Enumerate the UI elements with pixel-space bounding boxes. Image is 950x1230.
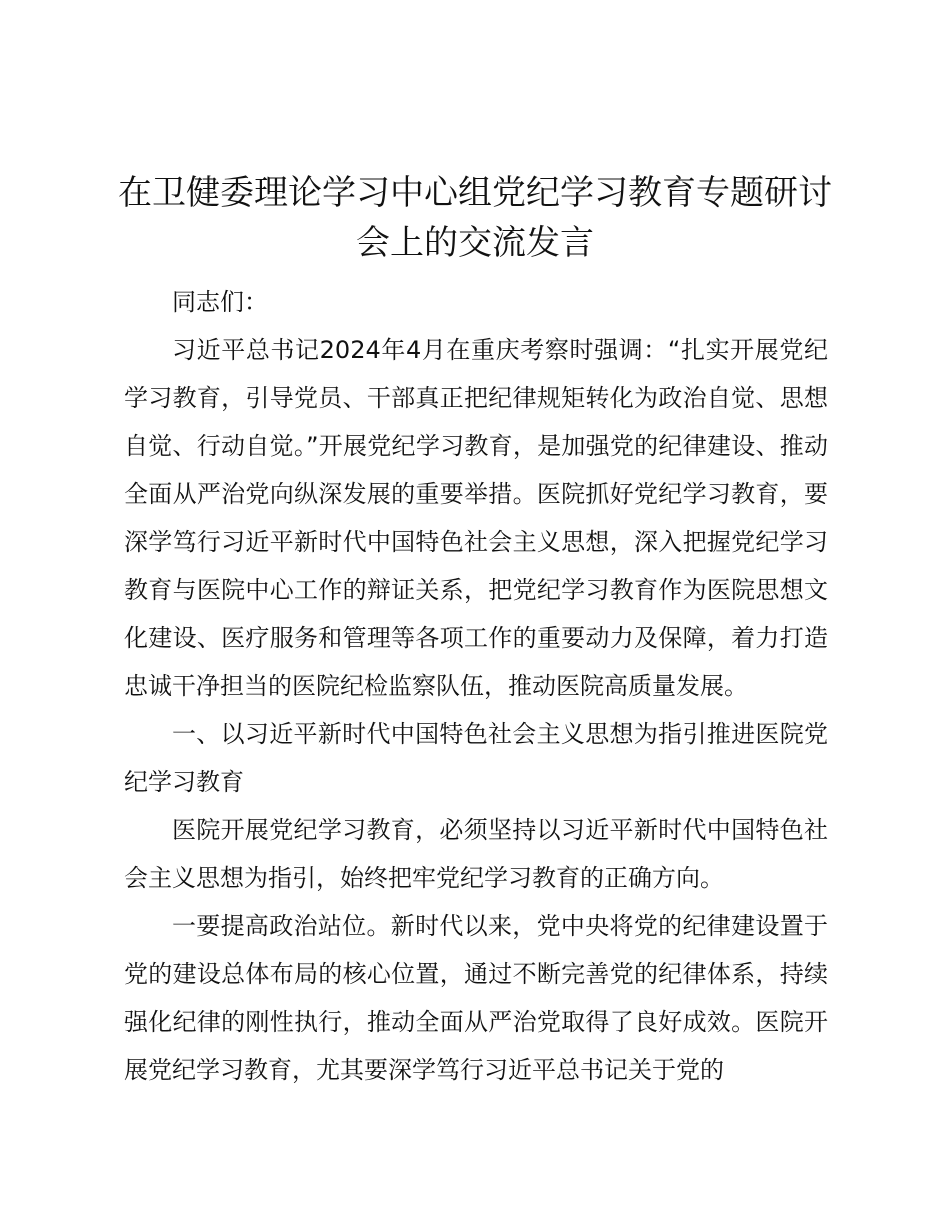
salutation: 同志们： bbox=[172, 288, 268, 316]
document-title: 在卫健委理论学习中心组党纪学习教育专题研讨会上的交流发言 bbox=[118, 173, 832, 263]
body-paragraph: 一要提高政治站位。新时代以来，党中央将党的纪律建设置于党的建设总体布局的核心位置，通过不断完善党的纪律体系，持续强化纪律的刚性执行，推动全面从严治党取得了良好成效。医院开展党纪学习教育，尤其要深学笃行习近平总书记关于党的 bbox=[124, 912, 828, 1084]
body-paragraph: 习近平总书记2024年4月在重庆考察时强调：“扎实开展党纪学习教育，引导党员、干部真正把纪律规矩转化为政治自觉、思想自觉、行动自觉。”开展党纪学习教育，是加强党的纪律建设、推动全面从严治党向纵深发展的重要举措。医院抓好党纪学习教育，要深学笃行习近平新时代中国特色社会主义思想，深入把握党纪学习教育与医院中心工作的辩证关系，把党纪学习教育作为医院思想文化建设、医疗服务和管理等各项工作的重要动力及保障，着力打造忠诚干净担当的医院纪检监察队伍，推动医院高质量发展。 bbox=[124, 336, 828, 700]
body-paragraph: 医院开展党纪学习教育，必须坚持以习近平新时代中国特色社会主义思想为指引，始终把牢党纪学习教育的正确方向。 bbox=[124, 816, 828, 892]
document-body bbox=[124, 278, 828, 1094]
section-heading: 一、以习近平新时代中国特色社会主义思想为指引推进医院党纪学习教育 bbox=[124, 720, 828, 796]
